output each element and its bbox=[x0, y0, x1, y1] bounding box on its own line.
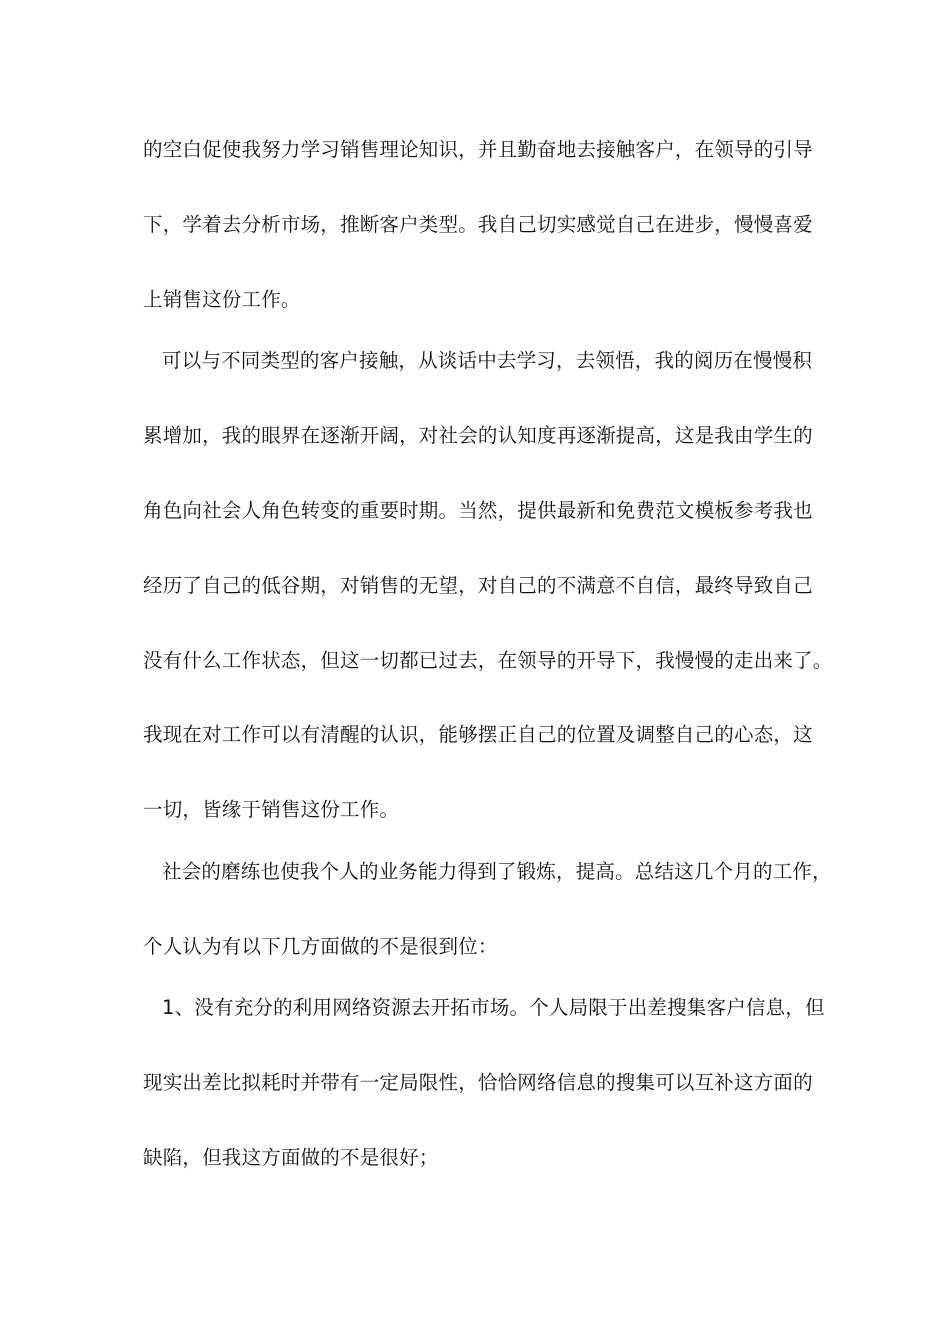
text-line: 经历了自己的低谷期，对销售的无望，对自己的不满意不自信，最终导致自己 bbox=[143, 574, 813, 597]
text-line: 个人认为有以下几方面做的不是很到位： bbox=[143, 935, 498, 958]
text-line: 的空白促使我努力学习销售理论知识，并且勤奋地去接触客户，在领导的引导 bbox=[143, 138, 813, 161]
text-line: 一切，皆缘于销售这份工作。 bbox=[143, 798, 400, 821]
text-line: 没有什么工作状态，但这一切都已过去，在领导的开导下，我慢慢的走出来了。 bbox=[143, 649, 833, 672]
text-line: 可以与不同类型的客户接触，从谈话中去学习，去领悟，我的阅历在慢慢积 bbox=[162, 349, 813, 372]
text-line: 1、没有充分的利用网络资源去开拓市场。个人局限于出差搜集客户信息，但 bbox=[162, 996, 825, 1019]
text-line: 累增加，我的眼界在逐渐开阔，对社会的认知度再逐渐提高，这是我由学生的 bbox=[143, 424, 813, 447]
text-line: 角色向社会人角色转变的重要时期。当然，提供最新和免费范文模板参考我也 bbox=[143, 499, 813, 522]
text-line: 上销售这份工作。 bbox=[143, 288, 301, 311]
text-line: 现实出差比拟耗时并带有一定局限性，恰恰网络信息的搜集可以互补这方面的 bbox=[143, 1071, 813, 1094]
text-line: 下，学着去分析市场，推断客户类型。我自己切实感觉自己在进步，慢慢喜爱 bbox=[143, 213, 813, 236]
text-line: 社会的磨练也使我个人的业务能力得到了锻炼，提高。总结这几个月的工作， bbox=[162, 860, 832, 883]
text-line: 缺陷，但我这方面做的不是很好； bbox=[143, 1146, 439, 1169]
text-line: 我现在对工作可以有清醒的认识，能够摆正自己的位置及调整自己的心态，这 bbox=[143, 723, 813, 746]
